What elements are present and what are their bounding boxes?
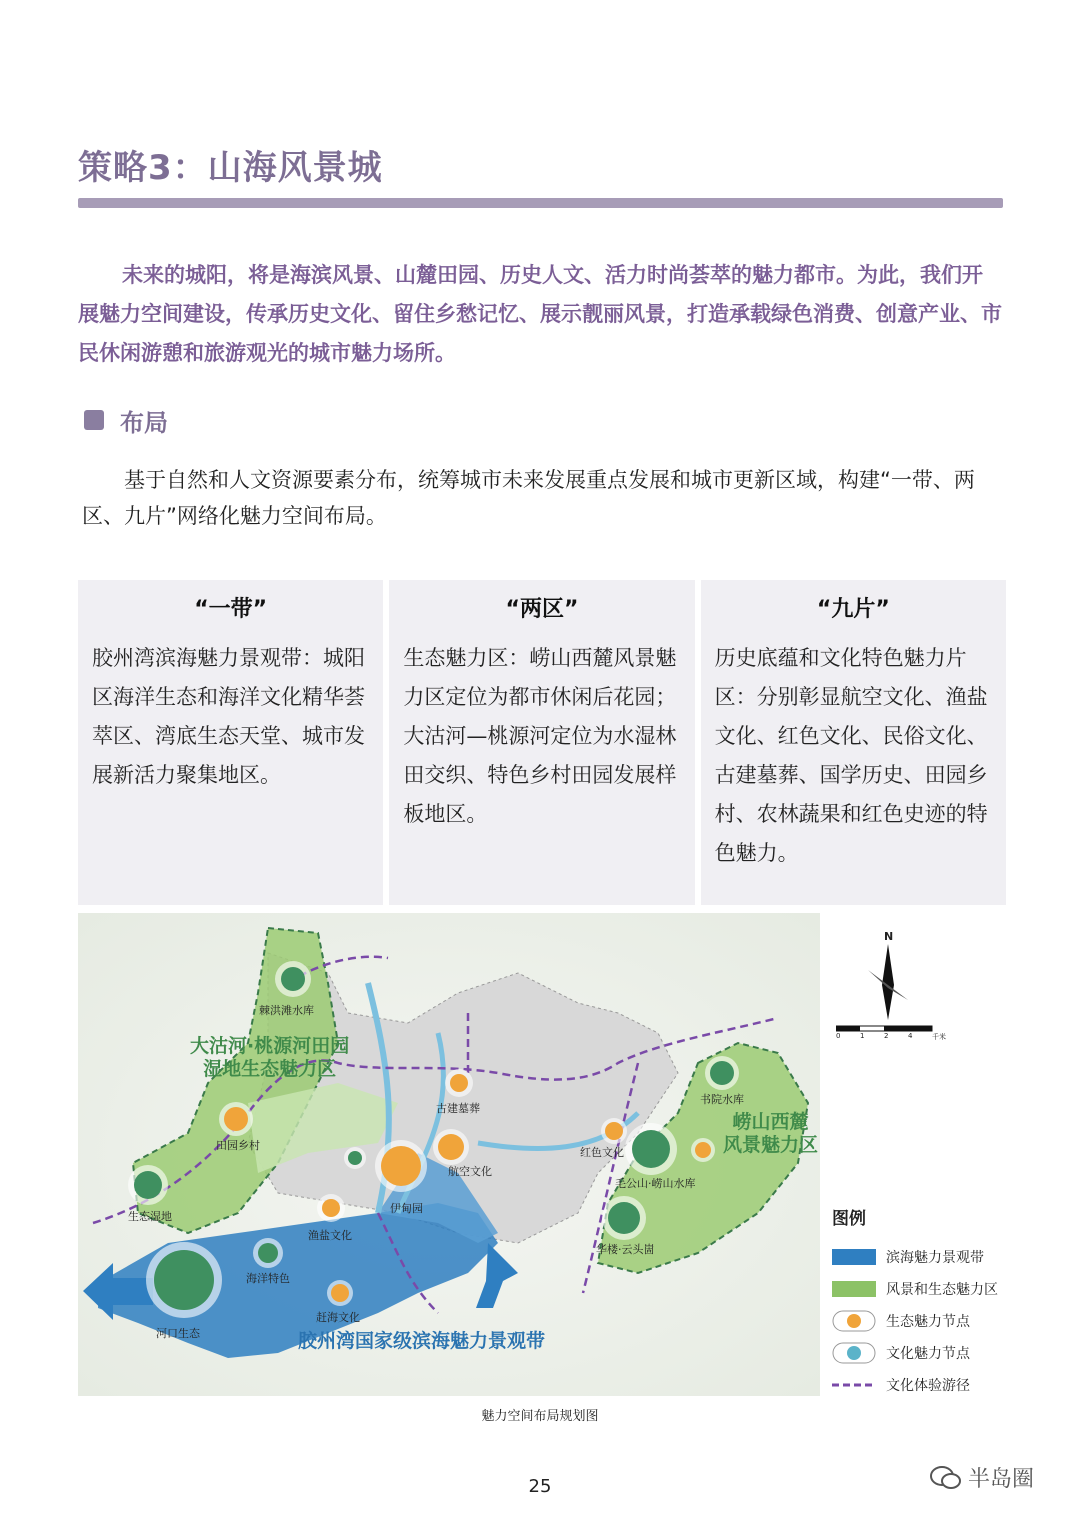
map-caption: 魅力空间布局规划图	[481, 1409, 599, 1424]
east-zone-label-line1: 崂山西麓	[732, 1111, 809, 1133]
wechat-icon	[930, 1465, 962, 1491]
node-gujian	[445, 1069, 473, 1097]
node-label: 古建墓葬	[436, 1102, 480, 1115]
node-culture-small	[344, 1147, 366, 1169]
map-legend	[832, 1204, 998, 1401]
legend-label: 文化体验游径	[886, 1378, 970, 1394]
node-label: 棘洪滩水库	[259, 1004, 314, 1017]
box-heading: “九片”	[816, 597, 890, 622]
node-maogongshan	[625, 1123, 677, 1175]
square-bullet-icon	[84, 410, 104, 430]
legend-label: 风景和生态魅力区	[886, 1282, 998, 1298]
box-text: 生态魅力区：崂山西麓风景魅力区定位为都市休闲后花园；大沽河—桃源河定位为水湿林田交织、特色乡村田园发展样板地区。	[403, 646, 677, 826]
node-label: 渔盐文化	[308, 1229, 352, 1242]
node-label: 航空文化	[448, 1165, 492, 1178]
node-ganhai	[327, 1280, 353, 1306]
node-hualou	[602, 1196, 646, 1240]
coast-swatch-icon	[832, 1248, 876, 1266]
intro-paragraph: 未来的城阳，将是海滨风景、山麓田园、历史人文、活力时尚荟萃的魅力都市。为此，我们开展魅力空间建设，传承历史文化、留住乡愁记忆、展示靓丽风景，打造承载绿色消费、创意产业、市民休闲游憩和旅游观光的城市魅力场所。	[78, 263, 1002, 365]
node-label: 红色文化	[580, 1146, 624, 1159]
scale-label: 2	[884, 1032, 889, 1040]
map-graphic	[78, 913, 820, 1396]
node-label: 生态湿地	[128, 1210, 172, 1223]
box-belt	[78, 580, 383, 905]
box-pieces	[701, 580, 1006, 905]
strategy-boxes	[78, 580, 1006, 905]
body-paragraph: 基于自然和人文资源要素分布，统筹城市未来发展重点发展和城市更新区域，构建“一带、两区、九片”网络化魅力空间布局。	[82, 468, 975, 528]
node-jihongtan	[275, 961, 311, 997]
node-haiyang	[253, 1238, 283, 1268]
eco-node-icon	[832, 1312, 876, 1330]
node-yuyan	[317, 1194, 345, 1222]
east-zone-label-line2: 风景魅力区	[723, 1134, 819, 1156]
west-zone-label-line2: 湿地生态魅力区	[203, 1058, 337, 1080]
box-text: 胶州湾滨海魅力景观带：城阳区海洋生态和海洋文化精华荟萃区、湾底生态天堂、城市发展新活力聚集地区。	[92, 646, 365, 787]
watermark	[930, 1462, 1034, 1493]
legend-item-route	[832, 1369, 998, 1401]
node-hangkong	[433, 1129, 469, 1165]
node-hekou	[146, 1242, 222, 1318]
page-title: 策略3：山海风景城	[78, 148, 383, 188]
legend-title: 图例	[832, 1209, 866, 1229]
box-heading: “两区”	[505, 597, 579, 622]
node-label: 田园乡村	[216, 1139, 260, 1152]
culture-node-icon	[832, 1344, 876, 1362]
west-zone-label-line1: 大沽河·桃源河田园	[190, 1035, 350, 1057]
node-east-small	[691, 1138, 715, 1162]
scale-label: 千米	[932, 1033, 946, 1041]
west-zone-label	[190, 1035, 349, 1081]
box-text: 历史底蕴和文化特色魅力片区：分别彰显航空文化、渔盐文化、红色文化、民俗文化、古建墓葬、国学历史、田园乡村、农林蔬果和红色史迹的特色魅力。	[714, 646, 988, 865]
node-shuyuan	[705, 1056, 739, 1090]
node-shengtaishidi	[128, 1165, 168, 1205]
green-swatch-icon	[832, 1280, 876, 1298]
node-label: 书院水库	[700, 1093, 744, 1106]
node-label: 毛公山·崂山水库	[615, 1177, 696, 1190]
box-heading: “一带”	[194, 597, 268, 622]
watermark-text: 半岛圈	[968, 1467, 1035, 1492]
legend-label: 生态魅力节点	[886, 1314, 970, 1330]
coast-belt-label: 胶州湾国家级滨海魅力景观带	[298, 1330, 546, 1352]
node-hongse	[601, 1118, 627, 1144]
node-label: 伊甸园	[390, 1202, 423, 1215]
east-zone-label	[723, 1111, 818, 1157]
scale-label: 1	[860, 1032, 865, 1040]
title-underline	[78, 198, 1003, 208]
legend-item-coast	[832, 1241, 998, 1273]
legend-label: 滨海魅力景观带	[886, 1250, 984, 1266]
node-label: 河口生态	[156, 1327, 200, 1340]
node-label: 赶海文化	[316, 1311, 360, 1324]
node-label: 华楼·云头崮	[596, 1243, 655, 1256]
route-line-icon	[832, 1376, 876, 1394]
legend-item-eco-node	[832, 1305, 998, 1337]
node-tianyuan	[219, 1102, 253, 1136]
north-arrow	[836, 930, 946, 1041]
section-heading	[84, 404, 168, 436]
legend-item-culture-node	[832, 1337, 998, 1369]
scale-bar-labels	[836, 1032, 946, 1042]
legend-item-green	[832, 1273, 998, 1305]
legend-label: 文化魅力节点	[886, 1346, 970, 1362]
page-number: 25	[528, 1476, 552, 1497]
scale-label: 0	[836, 1032, 841, 1040]
scale-label: 4	[908, 1032, 913, 1040]
box-zones	[389, 580, 694, 905]
section-heading-text: 布局	[120, 408, 168, 437]
node-yidian	[375, 1140, 427, 1192]
compass-icon	[836, 930, 936, 1040]
north-label: N	[884, 930, 894, 943]
planning-map	[78, 913, 820, 1396]
node-label: 海洋特色	[246, 1272, 290, 1285]
